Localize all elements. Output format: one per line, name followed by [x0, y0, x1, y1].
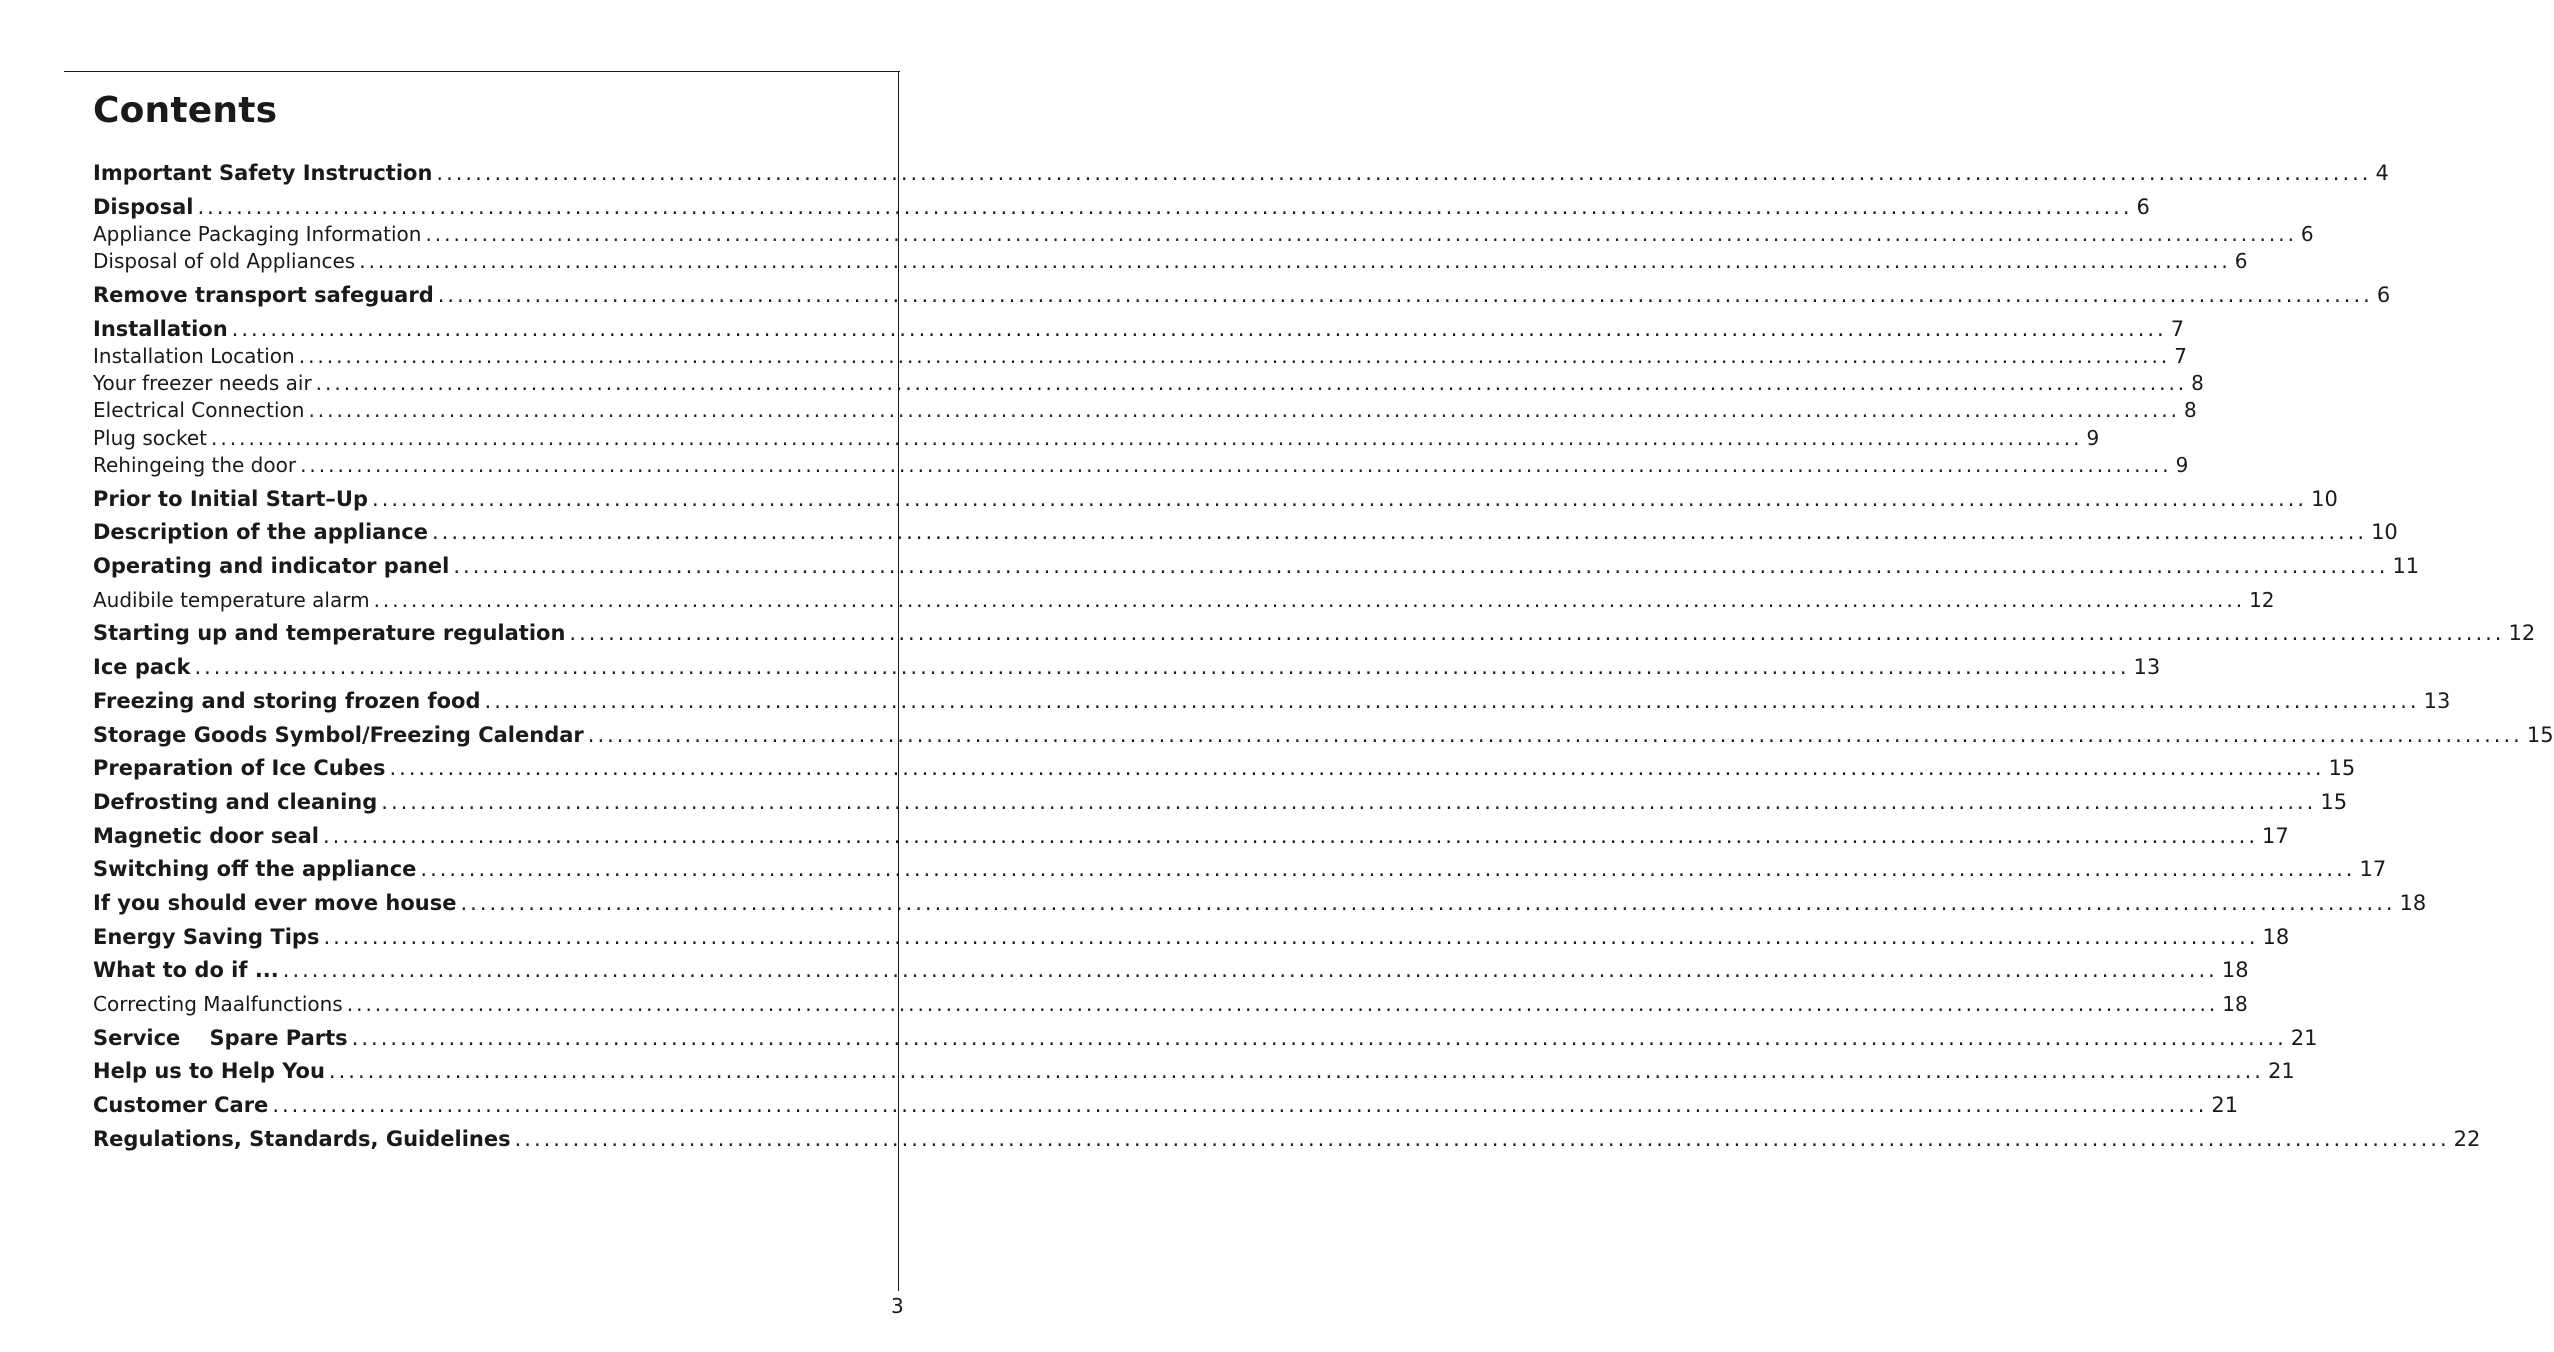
toc-entry-page: 8 [2183, 398, 2197, 422]
toc-leader-dots: ........................................................................................................................................................................................................ [569, 621, 2505, 645]
toc-entry-label: Audibile temperature alarm [93, 588, 370, 612]
toc-leader-dots: ........................................................................................................................................................................................................ [420, 857, 2356, 881]
toc-leader-dots: ........................................................................................................................................................................................................ [298, 344, 2171, 368]
toc-entry-page: 6 [2234, 249, 2248, 273]
toc-leader-dots: ........................................................................................................................................................................................................ [484, 689, 2420, 713]
toc-leader-dots: ........................................................................................................................................................................................................ [194, 655, 2130, 679]
toc-leader-dots: ........................................................................................................................................................................................................ [453, 554, 2389, 578]
toc-entry-page: 15 [2320, 790, 2348, 814]
toc-entry-page: 21 [2211, 1093, 2239, 1117]
toc-entry-label: Service Spare Parts [93, 1026, 348, 1050]
toc-leader-dots: ........................................................................................................................................................................................................ [346, 992, 2219, 1016]
toc-entry-page: 13 [2133, 655, 2161, 679]
toc-entry-page: 17 [2359, 857, 2387, 881]
toc-leader-dots: ........................................................................................................................................................................................................ [300, 453, 2172, 477]
toc-entry [93, 342, 2187, 370]
toc-entry-label: Rehingeing the door [93, 453, 297, 477]
toc-entry-label: Switching off the appliance [93, 857, 417, 881]
toc-entry-page: 18 [2221, 958, 2249, 982]
toc-entry [93, 552, 2420, 580]
toc-entry-page: 6 [2136, 195, 2150, 219]
toc-entry-label: Disposal [93, 195, 194, 219]
toc-entry [93, 451, 2189, 479]
toc-entry-label: Energy Saving Tips [93, 925, 320, 949]
toc-entry [93, 956, 2249, 984]
toc-entry [93, 1024, 2318, 1052]
toc-leader-dots: ........................................................................................................................................................................................................ [231, 317, 2167, 341]
toc-leader-dots: ........................................................................................................................................................................................................ [460, 891, 2396, 915]
toc-entry [93, 923, 2290, 951]
toc-entry-page: 7 [2174, 344, 2187, 368]
toc-leader-dots: ........................................................................................................................................................................................................ [197, 195, 2133, 219]
toc-entry [93, 193, 2150, 221]
toc-leader-dots: ........................................................................................................................................................................................................ [514, 1127, 2450, 1151]
toc-leader-dots: ........................................................................................................................................................................................................ [373, 588, 2246, 612]
toc-entry [93, 822, 2289, 850]
toc-leader-dots: ........................................................................................................................................................................................................ [315, 371, 2188, 395]
toc-entry-label: Correcting Maalfunctions [93, 992, 343, 1016]
toc-entry-label: Freezing and storing frozen food [93, 689, 481, 713]
toc-entry-label: Remove transport safeguard [93, 283, 434, 307]
toc-entry [93, 754, 2356, 782]
toc-entry-label: Appliance Packaging Information [93, 222, 422, 246]
toc-entry [93, 990, 2248, 1018]
toc-entry-page: 9 [2086, 426, 2100, 450]
toc-entry-page: 12 [2508, 621, 2536, 645]
toc-entry-page: 4 [2375, 161, 2389, 185]
toc-entry [93, 220, 2314, 248]
toc-entry [93, 1057, 2295, 1085]
toc-entry-page: 21 [2267, 1059, 2295, 1083]
toc-entry-label: Preparation of Ice Cubes [93, 756, 386, 780]
toc-entry-page: 10 [2371, 520, 2398, 544]
top-rule [64, 71, 900, 72]
toc-entry-label: Description of the appliance [93, 520, 428, 544]
toc-entry-label: What to do if ... [93, 958, 279, 982]
toc-entry-page: 9 [2175, 453, 2189, 477]
toc-entry-page: 13 [2423, 689, 2451, 713]
toc-entry [93, 855, 2387, 883]
toc-entry-label: If you should ever move house [93, 891, 457, 915]
toc-leader-dots: ........................................................................................................................................................................................................ [432, 520, 2368, 544]
toc-leader-dots: ........................................................................................................................................................................................................ [425, 222, 2297, 246]
toc-entry-label: Ice pack [93, 655, 191, 679]
toc-entry-label: Defrosting and cleaning [93, 790, 378, 814]
toc-entry-label: Regulations, Standards, Guidelines [93, 1127, 511, 1151]
toc-entry [93, 619, 2536, 647]
toc-entry-page: 12 [2249, 588, 2275, 612]
toc-entry [93, 687, 2451, 715]
toc-entry-label: Storage Goods Symbol/Freezing Calendar [93, 723, 584, 747]
toc-leader-dots: ........................................................................................................................................................................................................ [437, 283, 2373, 307]
toc-entry [93, 1091, 2239, 1119]
toc-entry-label: Important Safety Instruction [93, 161, 433, 185]
toc-entry-page: 18 [2262, 925, 2290, 949]
toc-entry [93, 721, 2554, 749]
toc-leader-dots: ........................................................................................................................................................................................................ [359, 249, 2231, 273]
toc-entry [93, 281, 2391, 309]
toc-leader-dots: ........................................................................................................................................................................................................ [272, 1093, 2208, 1117]
toc-entry-page: 8 [2191, 371, 2204, 395]
toc-entry [93, 586, 2275, 614]
toc-entry-label: Operating and indicator panel [93, 554, 450, 578]
toc-entry-page: 15 [2328, 756, 2356, 780]
toc-entry-label: Prior to Initial Start–Up [93, 487, 369, 511]
toc-entry-label: Electrical Connection [93, 398, 305, 422]
toc-entry-label: Installation Location [93, 344, 295, 368]
toc-entry-label: Starting up and temperature regulation [93, 621, 566, 645]
toc-leader-dots: ........................................................................................................................................................................................................ [351, 1026, 2287, 1050]
toc-leader-dots: ........................................................................................................................................................................................................ [372, 487, 2308, 511]
toc-entry-label: Customer Care [93, 1093, 269, 1117]
toc-leader-dots: ........................................................................................................................................................................................................ [211, 426, 2083, 450]
toc-entry [93, 653, 2161, 681]
toc-leader-dots: ........................................................................................................................................................................................................ [323, 925, 2259, 949]
toc-entry [93, 485, 2338, 513]
toc-entry-page: 10 [2311, 487, 2338, 511]
toc-entry [93, 247, 2248, 275]
page-title: Contents [93, 90, 278, 131]
toc-leader-dots: ........................................................................................................................................................................................................ [436, 161, 2372, 185]
toc-leader-dots: ........................................................................................................................................................................................................ [381, 790, 2317, 814]
toc-entry-label: Magnetic door seal [93, 824, 319, 848]
toc-entry-label: Installation [93, 317, 228, 341]
toc-leader-dots: ........................................................................................................................................................................................................ [389, 756, 2325, 780]
toc-leader-dots: ........................................................................................................................................................................................................ [328, 1059, 2264, 1083]
toc-entry [93, 788, 2348, 816]
toc-entry [93, 518, 2398, 546]
toc-entry [93, 889, 2427, 917]
toc-entry-label: Plug socket [93, 426, 208, 450]
toc-entry-label: Disposal of old Appliances [93, 249, 356, 273]
toc-entry [93, 159, 2389, 187]
toc-entry-page: 18 [2222, 992, 2248, 1016]
toc-entry-page: 6 [2376, 283, 2391, 307]
page-number: 3 [891, 1294, 904, 1318]
toc-entry-page: 21 [2290, 1026, 2318, 1050]
toc-entry [93, 424, 2100, 452]
toc-entry-page: 18 [2399, 891, 2427, 915]
toc-entry-label: Your freezer needs air [93, 371, 312, 395]
toc-leader-dots: ........................................................................................................................................................................................................ [282, 958, 2218, 982]
toc-entry [93, 315, 2185, 343]
toc-leader-dots: ........................................................................................................................................................................................................ [322, 824, 2259, 848]
toc-entry [93, 369, 2204, 397]
toc-entry-page: 22 [2453, 1127, 2481, 1151]
toc-entry-page: 15 [2526, 723, 2554, 747]
toc-entry-label: Help us to Help You [93, 1059, 325, 1083]
toc-leader-dots: ........................................................................................................................................................................................................ [587, 723, 2523, 747]
toc-entry [93, 396, 2197, 424]
toc-entry [93, 1125, 2481, 1153]
toc-entry-page: 7 [2170, 317, 2185, 341]
toc-entry-page: 6 [2300, 222, 2314, 246]
toc-entry-page: 11 [2392, 554, 2420, 578]
toc-leader-dots: ........................................................................................................................................................................................................ [308, 398, 2180, 422]
toc-entry-page: 17 [2262, 824, 2289, 848]
